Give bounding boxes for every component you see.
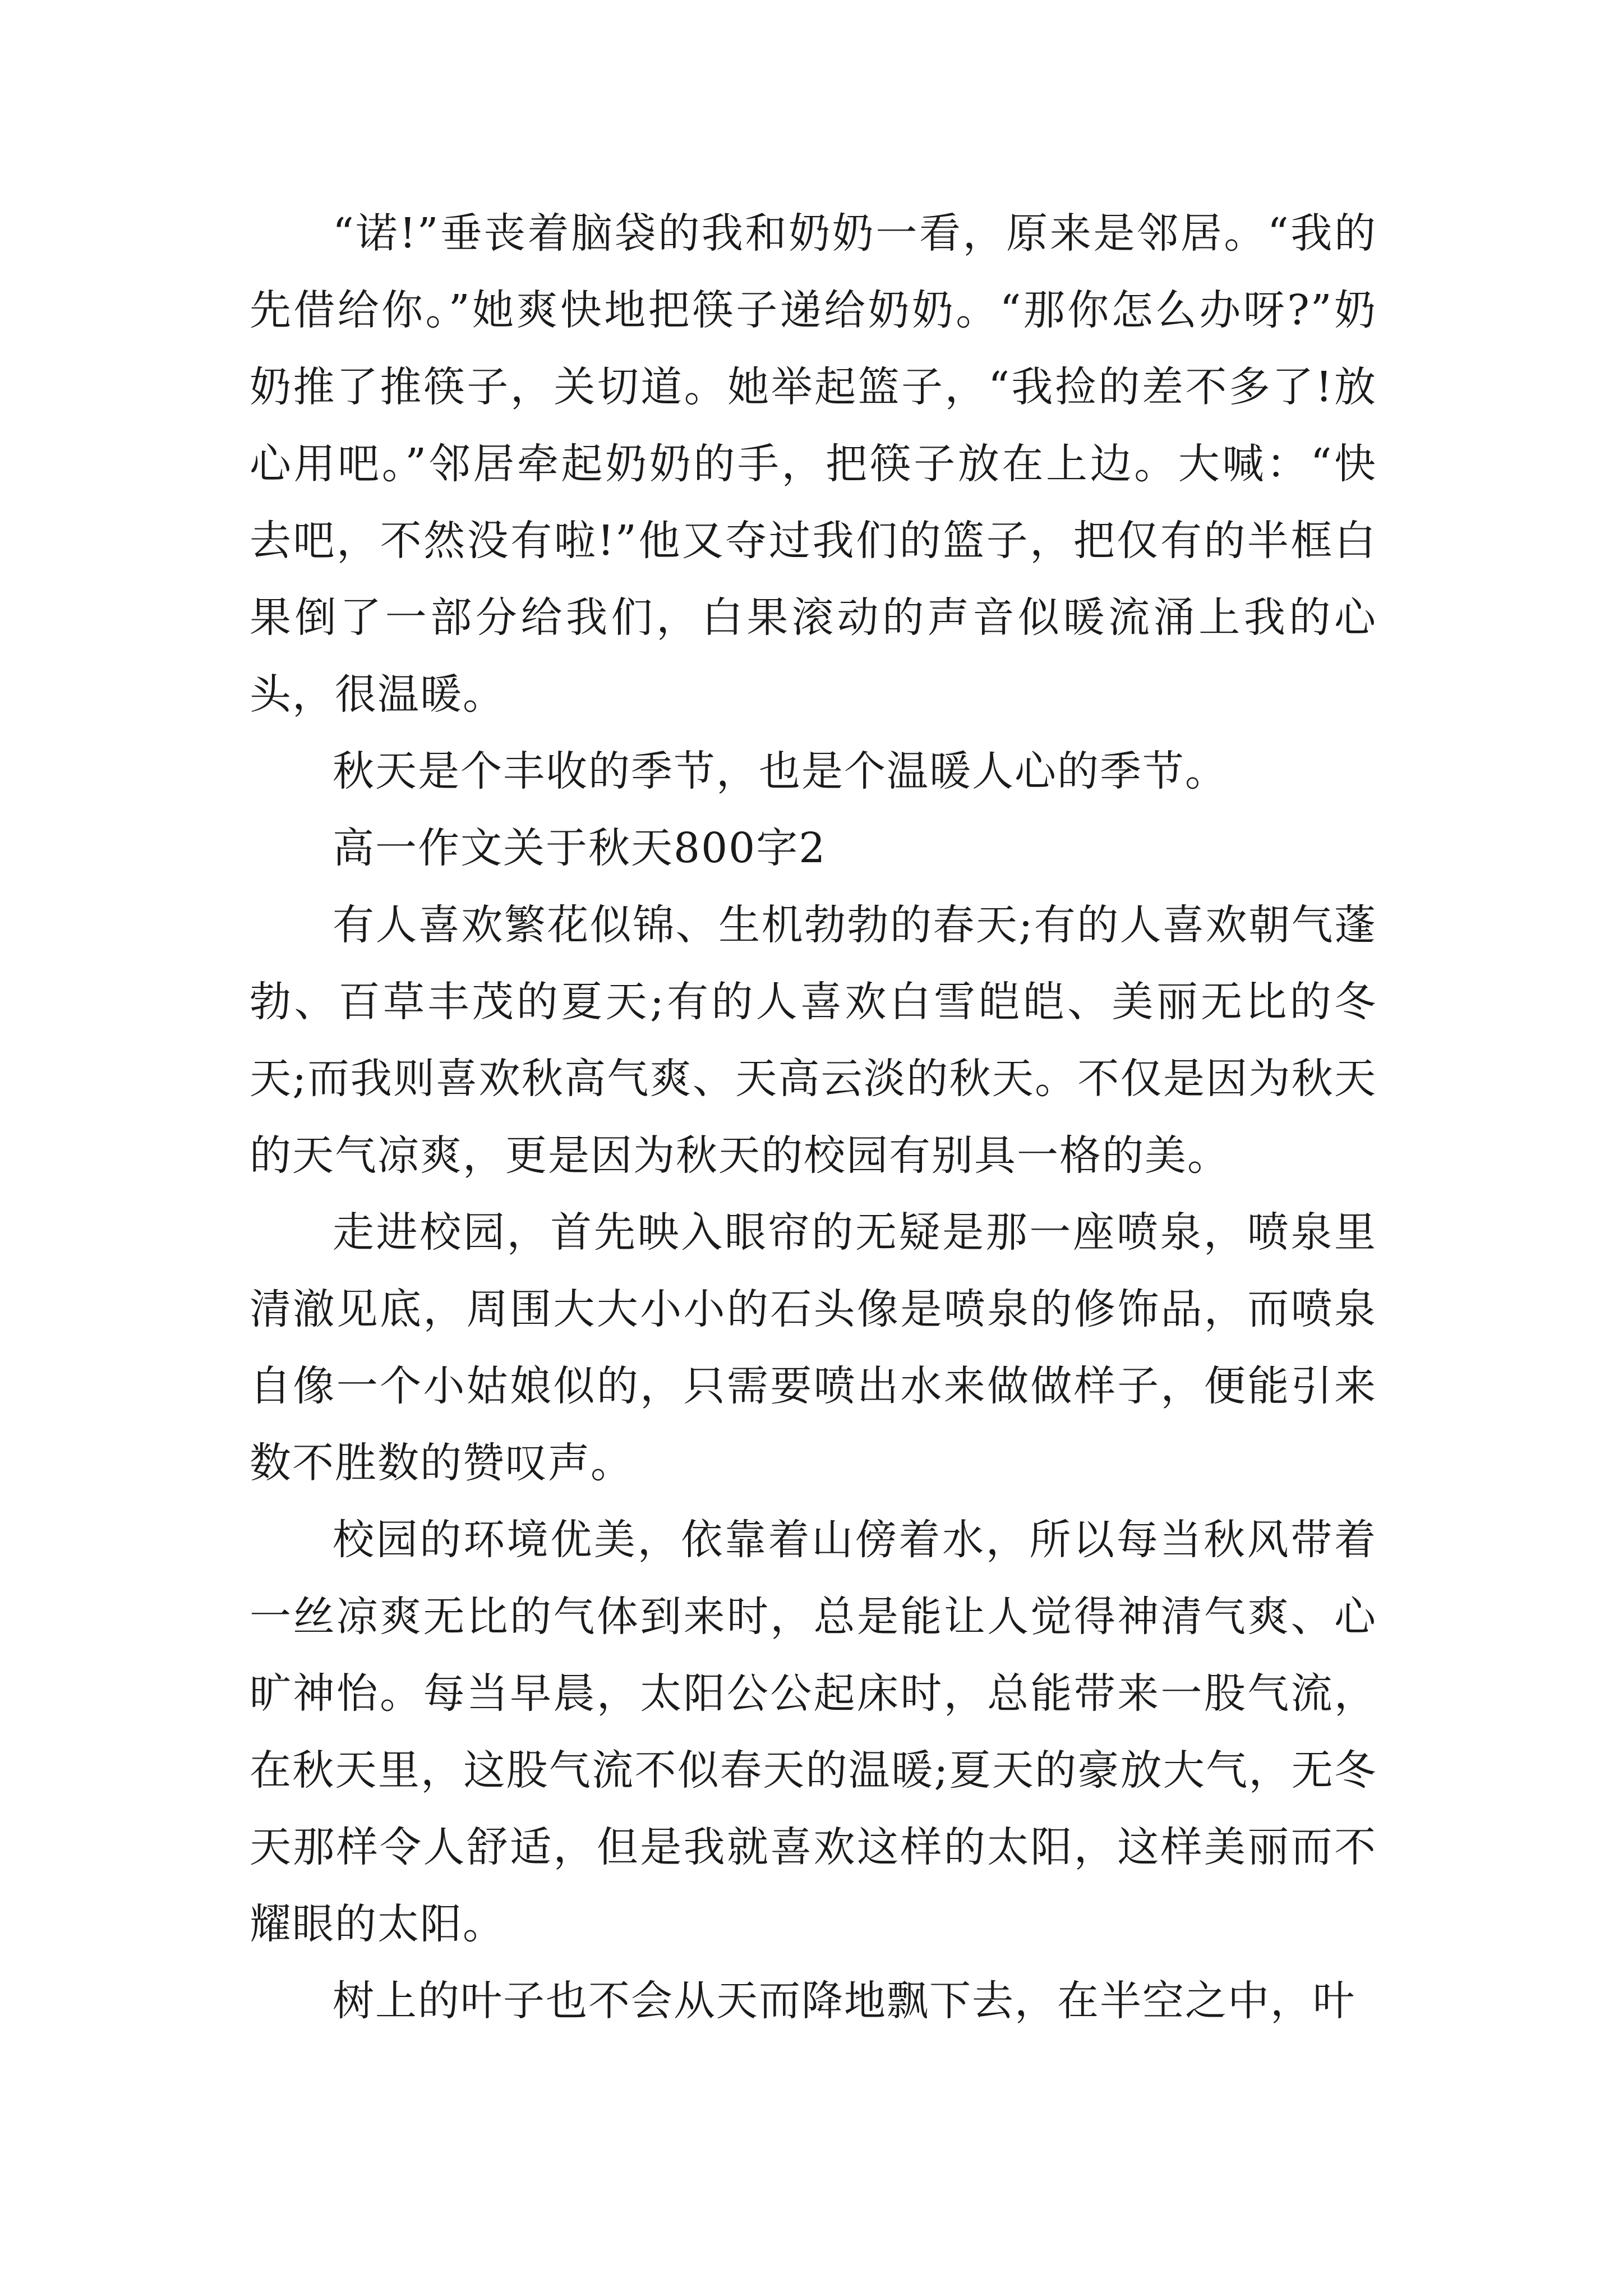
paragraph-campus-environment: 校园的环境优美，依靠着山傍着水，所以每当秋风带着一丝凉爽无比的气体到来时，总是能让人觉得神清气爽、心旷神怡。每当早晨，太阳公公起床时，总能带来一股气流，在秋天里，这股气流不似春天的温暖;夏天的豪放大气，无冬天那样令人舒适，但是我就喜欢这样的太阳，这样美丽而不耀眼的太阳。 [250,1516,1377,1948]
paragraph-seasons: 有人喜欢繁花似锦、生机勃勃的春天;有的人喜欢朝气蓬勃、百草丰茂的夏天;有的人喜欢白雪皑皑、美丽无比的冬天;而我则喜欢秋高气爽、天高云淡的秋天。不仅是因为秋天的天气凉爽，更是因为秋天的校园有别具一格的美。 [250,901,1377,1180]
paragraph-leaves: 树上的叶子也不会从天而降地飘下去，在半空之中，叶 [333,1977,1355,2025]
paragraph-fountain: 走进校园，首先映入眼帘的无疑是那一座喷泉，喷泉里清澈见底，周围大大小小的石头像是喷泉的修饰品，而喷泉自像一个小姑娘似的，只需要喷出水来做做样子，便能引来数不胜数的赞叹声。 [250,1208,1377,1487]
paragraph-harvest-season: 秋天是个丰收的季节，也是个温暖人心的季节。 [333,747,1228,795]
essay-heading: 高一作文关于秋天800字2 [333,824,827,872]
document-body [250,195,1377,2040]
paragraph-neighbor-story: “诺!”垂丧着脑袋的我和奶奶一看，原来是邻居。“我的先借给你。”她爽快地把筷子递给奶奶。“那你怎么办呀?”奶奶推了推筷子，关切道。她举起篮子，“我捡的差不多了!放心用吧。”邻居牵起奶奶的手，把筷子放在上边。大喊：“快去吧，不然没有啦!”他又夺过我们的篮子，把仅有的半框白果倒了一部分给我们，白果滚动的声音似暖流涌上我的心头，很温暖。 [250,209,1377,719]
